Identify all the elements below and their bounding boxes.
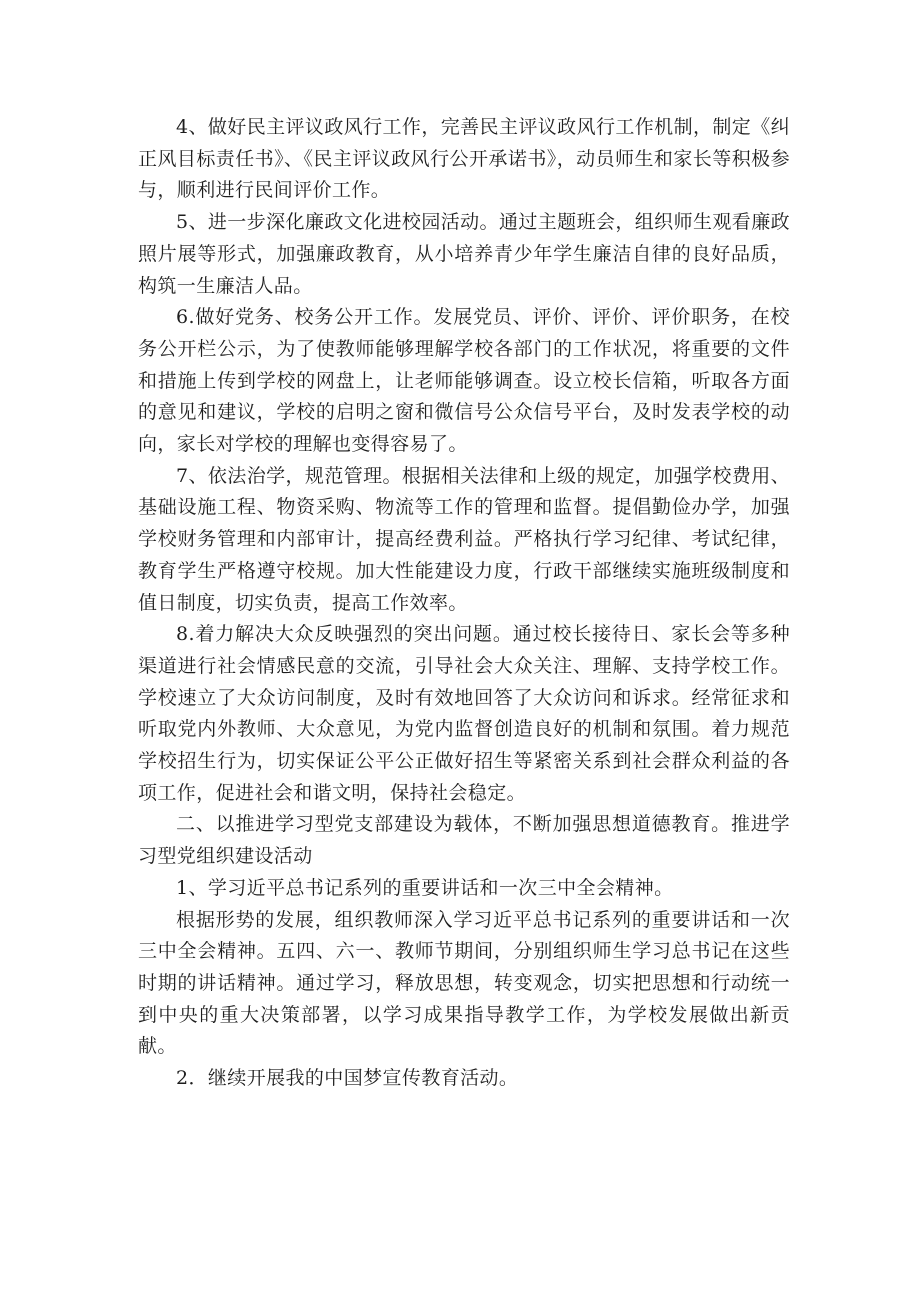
subheading-2-china-dream: 2．继续开展我的中国梦宣传教育活动。 xyxy=(176,1067,519,1090)
paragraph-item-4-democratic-review: 4、做好民主评议政风行工作，完善民主评议政风行工作机制，制定《纠正风目标责任书》、《民主评议政风行公开承诺书》，动员师生和家长等积极参与，顺利进行民间评价工作。 xyxy=(138,116,790,202)
paragraph-item-7-rule-of-law: 7、依法治学，规范管理。根据相关法律和上级的规定，加强学校费用、基础设施工程、物资采购、物流等工作的管理和监督。提倡勤俭办学，加强学校财务管理和内部审计，提高经费利益。严格执行学习纪律、考试纪律，教育学生严格遵守校规。加大性能建设力度，行政干部继续实施班级制度和值日制度，切实负责，提高工作效率。 xyxy=(138,464,790,614)
section-heading-two: 二、以推进学习型党支部建设为载体，不断加强思想道德教育。推进学习型党组织建设活动 xyxy=(138,813,790,868)
subheading-1-study: 1、学习近平总书记系列的重要讲话和一次三中全会精神。 xyxy=(176,876,674,899)
paragraph-item-6-public-affairs: 6.做好党务、校务公开工作。发展党员、评价、评价、评价职务，在校务公开栏公示，为了使教师能够理解学校各部门的工作状况，将重要的文件和措施上传到学校的网盘上，让老师能够调查。设立校长信箱，听取各方面的意见和建议，学校的启明之窗和微信号公众信号平台，及时发表学校的动向，家长对学校的理解也变得容易了。 xyxy=(138,306,790,456)
paragraph-item-5-integrity-culture: 5、进一步深化廉政文化进校园活动。通过主题班会，组织师生观看廉政照片展等形式，加强廉政教育，从小培养青少年学生廉洁自律的良好品质，构筑一生廉洁人品。 xyxy=(138,211,790,297)
paragraph-study-details: 根据形势的发展，组织教师深入学习近平总书记系列的重要讲话和一次三中全会精神。五四、六一、教师节期间，分别组织师生学习总书记在这些时期的讲话精神。通过学习，释放思想，转变观念，切实把思想和行动统一到中央的重大决策部署，以学习成果指导教学工作，为学校发展做出新贡献。 xyxy=(138,908,790,1058)
document-body xyxy=(138,112,790,1095)
paragraph-item-8-public-concerns: 8.着力解决大众反映强烈的突出问题。通过校长接待日、家长会等多种渠道进行社会情感民意的交流，引导社会大众关注、理解、支持学校工作。学校速立了大众访问制度，及时有效地回答了大众访问和诉求。经常征求和听取党内外教师、大众意见，为党内监督创造良好的机制和氛围。着力规范学校招生行为，切实保证公平公正做好招生等紧密关系到社会群众利益的各项工作，促进社会和谐文明，保持社会稳定。 xyxy=(138,623,790,804)
